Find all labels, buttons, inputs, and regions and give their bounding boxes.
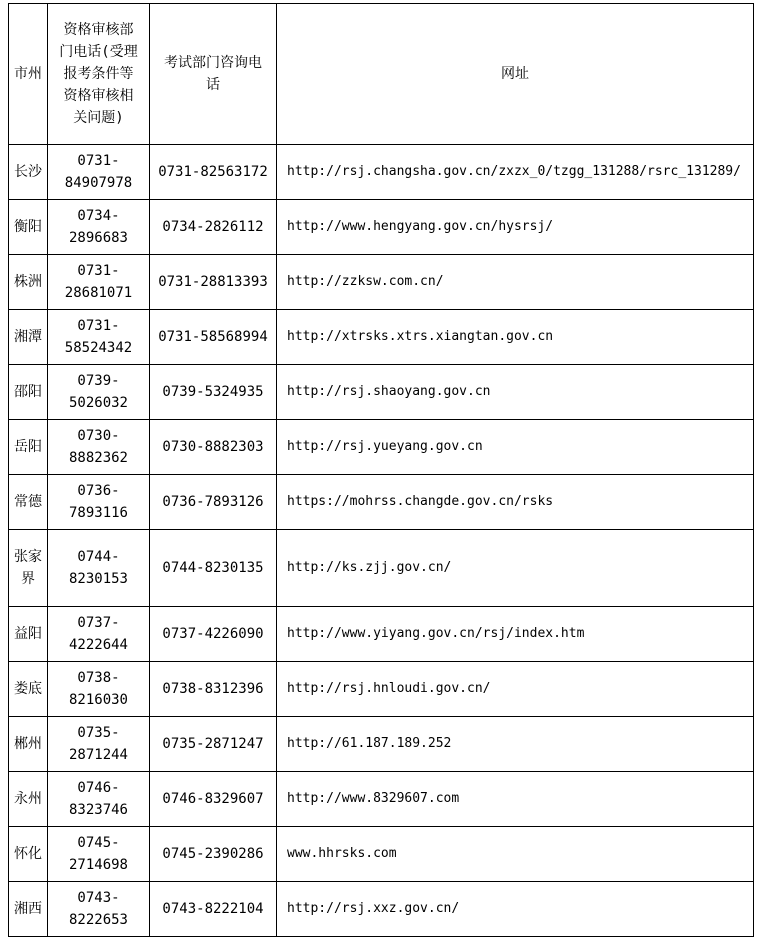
contact-table [8, 3, 754, 937]
city-cell: 永州 [9, 772, 48, 827]
header-exam-phone [150, 4, 277, 145]
website-cell: www.hhrsks.com [277, 827, 754, 882]
website-cell: http://ks.zjj.gov.cn/ [277, 530, 754, 607]
review-phone-cell: 0730-8882362 [48, 420, 150, 475]
table-row [9, 882, 754, 937]
review-phone-cell: 0736-7893116 [48, 475, 150, 530]
exam-phone-cell: 0731-28813393 [150, 255, 277, 310]
city-cell: 娄底 [9, 662, 48, 717]
city-cell: 岳阳 [9, 420, 48, 475]
table-row [9, 420, 754, 475]
header-city: 市州 [9, 4, 48, 145]
website-cell: http://www.hengyang.gov.cn/hysrsj/ [277, 200, 754, 255]
exam-phone-cell: 0734-2826112 [150, 200, 277, 255]
city-cell: 湘西 [9, 882, 48, 937]
table-row [9, 827, 754, 882]
exam-phone-cell: 0739-5324935 [150, 365, 277, 420]
exam-phone-cell: 0738-8312396 [150, 662, 277, 717]
table-row [9, 772, 754, 827]
website-cell: http://rsj.yueyang.gov.cn [277, 420, 754, 475]
exam-phone-cell: 0737-4226090 [150, 607, 277, 662]
table-row [9, 145, 754, 200]
exam-phone-cell: 0743-8222104 [150, 882, 277, 937]
city-cell: 株洲 [9, 255, 48, 310]
review-phone-cell: 0731-58524342 [48, 310, 150, 365]
website-cell: http://rsj.shaoyang.gov.cn [277, 365, 754, 420]
website-cell: http://rsj.xxz.gov.cn/ [277, 882, 754, 937]
city-cell: 邵阳 [9, 365, 48, 420]
exam-phone-cell: 0731-82563172 [150, 145, 277, 200]
city-cell: 湘潭 [9, 310, 48, 365]
city-cell: 长沙 [9, 145, 48, 200]
review-phone-cell: 0739-5026032 [48, 365, 150, 420]
table-row [9, 200, 754, 255]
review-phone-cell: 0743-8222653 [48, 882, 150, 937]
website-cell: https://mohrss.changde.gov.cn/rsks [277, 475, 754, 530]
website-cell: http://rsj.changsha.gov.cn/zxzx_0/tzgg_131288/rsrc_131289/ [277, 145, 754, 200]
header-website: 网址 [277, 4, 754, 145]
exam-phone-cell: 0730-8882303 [150, 420, 277, 475]
table-row [9, 475, 754, 530]
table-row [9, 662, 754, 717]
exam-phone-cell: 0745-2390286 [150, 827, 277, 882]
website-cell: http://www.8329607.com [277, 772, 754, 827]
table-row [9, 530, 754, 607]
review-phone-cell: 0734-2896683 [48, 200, 150, 255]
table-row [9, 365, 754, 420]
table-row [9, 607, 754, 662]
city-cell: 衡阳 [9, 200, 48, 255]
exam-phone-cell: 0746-8329607 [150, 772, 277, 827]
header-review-phone: 资格审核部门电话(受理报考条件等资格审核相关问题) [48, 4, 150, 145]
exam-phone-cell: 0736-7893126 [150, 475, 277, 530]
review-phone-cell: 0746-8323746 [48, 772, 150, 827]
exam-phone-cell: 0731-58568994 [150, 310, 277, 365]
review-phone-cell: 0737-4222644 [48, 607, 150, 662]
exam-phone-cell: 0735-2871247 [150, 717, 277, 772]
city-cell: 怀化 [9, 827, 48, 882]
website-cell: http://zzksw.com.cn/ [277, 255, 754, 310]
table-row [9, 255, 754, 310]
city-cell: 益阳 [9, 607, 48, 662]
website-cell: http://www.yiyang.gov.cn/rsj/index.htm [277, 607, 754, 662]
website-cell: http://rsj.hnloudi.gov.cn/ [277, 662, 754, 717]
review-phone-cell: 0731-84907978 [48, 145, 150, 200]
table-header-row [9, 4, 754, 145]
city-cell: 常德 [9, 475, 48, 530]
website-cell: http://xtrsks.xtrs.xiangtan.gov.cn [277, 310, 754, 365]
review-phone-cell: 0735-2871244 [48, 717, 150, 772]
review-phone-cell: 0745-2714698 [48, 827, 150, 882]
review-phone-cell: 0744-8230153 [48, 530, 150, 607]
table-row [9, 717, 754, 772]
city-cell: 张家界 [9, 530, 48, 607]
review-phone-cell: 0738-8216030 [48, 662, 150, 717]
website-cell: http://61.187.189.252 [277, 717, 754, 772]
table-row [9, 310, 754, 365]
city-cell: 郴州 [9, 717, 48, 772]
exam-phone-cell: 0744-8230135 [150, 530, 277, 607]
header-exam-phone-text: 考试部门咨询电话 [164, 55, 262, 93]
review-phone-cell: 0731-28681071 [48, 255, 150, 310]
